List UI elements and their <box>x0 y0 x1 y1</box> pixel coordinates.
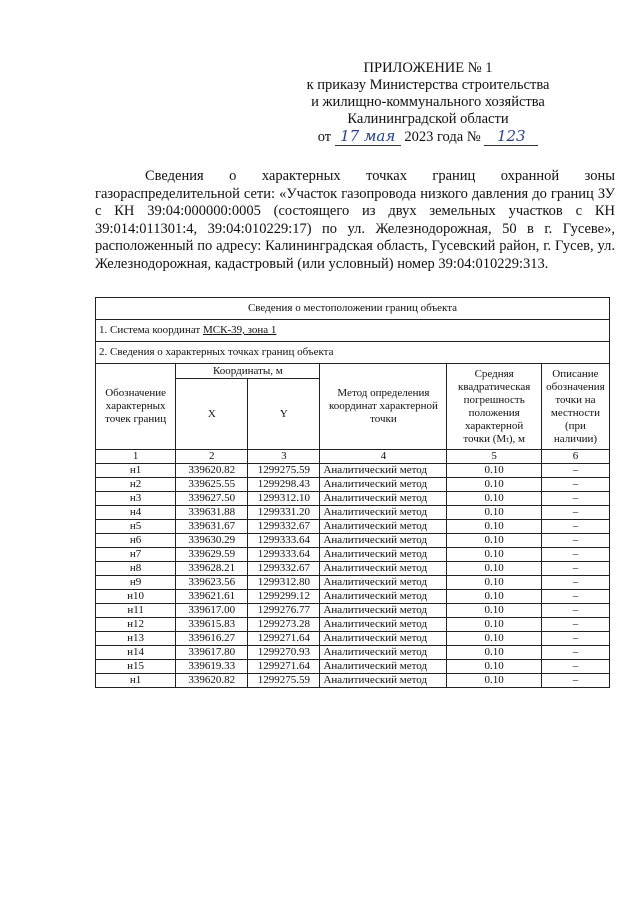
table-row <box>96 618 610 632</box>
description-cell: – <box>541 464 609 478</box>
column-number: 6 <box>541 450 609 464</box>
point-name-cell: н1 <box>96 464 176 478</box>
error-cell: 0.10 <box>447 674 541 688</box>
y-coordinate-cell: 1299275.59 <box>248 674 320 688</box>
error-cell: 0.10 <box>447 632 541 646</box>
table-body <box>96 464 610 688</box>
y-coordinate-cell: 1299271.64 <box>248 632 320 646</box>
description-cell: – <box>541 478 609 492</box>
method-cell: Аналитический метод <box>320 618 447 632</box>
method-cell: Аналитический метод <box>320 604 447 618</box>
description-cell: – <box>541 660 609 674</box>
x-coordinate-cell: 339615.83 <box>176 618 248 632</box>
x-coordinate-cell: 339620.82 <box>176 464 248 478</box>
error-cell: 0.10 <box>447 618 541 632</box>
method-cell: Аналитический метод <box>320 590 447 604</box>
description-cell: – <box>541 674 609 688</box>
error-cell: 0.10 <box>447 520 541 534</box>
method-cell: Аналитический метод <box>320 520 447 534</box>
description-cell: – <box>541 590 609 604</box>
method-cell: Аналитический метод <box>320 478 447 492</box>
error-cell: 0.10 <box>447 478 541 492</box>
description-cell: – <box>541 632 609 646</box>
method-cell: Аналитический метод <box>320 562 447 576</box>
method-cell: Аналитический метод <box>320 646 447 660</box>
point-name-cell: н10 <box>96 590 176 604</box>
coordinate-system-value: МСК-39, зона 1 <box>202 324 277 336</box>
table-row <box>96 506 610 520</box>
table-row <box>96 464 610 478</box>
x-coordinate-cell: 339629.59 <box>176 548 248 562</box>
point-name-cell: н2 <box>96 478 176 492</box>
point-name-cell: н6 <box>96 534 176 548</box>
y-coordinate-cell: 1299273.28 <box>248 618 320 632</box>
point-name-cell: н12 <box>96 618 176 632</box>
column-number: 3 <box>248 450 320 464</box>
error-cell: 0.10 <box>447 492 541 506</box>
point-name-cell: н8 <box>96 562 176 576</box>
y-coordinate-cell: 1299270.93 <box>248 646 320 660</box>
y-coordinate-cell: 1299312.10 <box>248 492 320 506</box>
point-name-cell: н3 <box>96 492 176 506</box>
points-section-row: 2. Сведения о характерных точках границ объекта <box>96 342 610 364</box>
intro-paragraph: Сведения о характерных точках границ охранной зоны газораспределительной сети: «Участок газопровода низкого давления до границ ЗУ с КН 39:04:000000:0005 (состоящего из двух земельных участков с КН 39:014:011301:4, 39:04:010229:17) по ул. Железнодорожная, 50 в г. Гусеве», расположенный по адресу: Калининградская область, Гусевский район, г. Гусев, ул. Железнодорожная, кадастровый (или условный) номер 39:04:010229:313. <box>95 168 615 272</box>
y-coordinate-cell: 1299331.20 <box>248 506 320 520</box>
x-coordinate-cell: 339616.27 <box>176 632 248 646</box>
description-cell: – <box>541 548 609 562</box>
x-coordinate-cell: 339617.00 <box>176 604 248 618</box>
y-coordinate-cell: 1299312.80 <box>248 576 320 590</box>
date-prefix: от <box>317 129 332 145</box>
order-line-2: и жилищно-коммунального хозяйства <box>311 94 545 110</box>
error-cell: 0.10 <box>447 576 541 590</box>
table-row <box>96 576 610 590</box>
table-row <box>96 520 610 534</box>
method-cell: Аналитический метод <box>320 674 447 688</box>
table-row <box>96 492 610 506</box>
point-name-cell: н4 <box>96 506 176 520</box>
error-cell: 0.10 <box>447 660 541 674</box>
table-row <box>96 562 610 576</box>
error-cell: 0.10 <box>447 534 541 548</box>
method-cell: Аналитический метод <box>320 632 447 646</box>
column-number: 1 <box>96 450 176 464</box>
table-row <box>96 632 610 646</box>
y-coordinate-cell: 1299299.12 <box>248 590 320 604</box>
table-row <box>96 548 610 562</box>
col-x-header: X <box>176 379 248 450</box>
column-number-row <box>96 450 610 464</box>
col-method-header: Метод определения координат характерной точки <box>320 364 447 450</box>
point-name-cell: н5 <box>96 520 176 534</box>
x-coordinate-cell: 339625.55 <box>176 478 248 492</box>
x-coordinate-cell: 339628.21 <box>176 562 248 576</box>
description-cell: – <box>541 520 609 534</box>
order-date-line <box>298 128 558 146</box>
x-coordinate-cell: 339620.82 <box>176 674 248 688</box>
method-cell: Аналитический метод <box>320 660 447 674</box>
y-coordinate-cell: 1299332.67 <box>248 562 320 576</box>
table-row <box>96 660 610 674</box>
point-name-cell: н11 <box>96 604 176 618</box>
x-coordinate-cell: 339631.88 <box>176 506 248 520</box>
x-coordinate-cell: 339621.61 <box>176 590 248 604</box>
error-cell: 0.10 <box>447 590 541 604</box>
table-row <box>96 590 610 604</box>
table-row <box>96 674 610 688</box>
x-coordinate-cell: 339630.29 <box>176 534 248 548</box>
coordinate-system-row <box>96 320 610 342</box>
method-cell: Аналитический метод <box>320 576 447 590</box>
appendix-title: ПРИЛОЖЕНИЕ № 1 <box>363 60 493 76</box>
description-cell: – <box>541 506 609 520</box>
description-cell: – <box>541 492 609 506</box>
error-cell: 0.10 <box>447 548 541 562</box>
table-title: Сведения о местоположении границ объекта <box>96 298 610 320</box>
point-name-cell: н9 <box>96 576 176 590</box>
handwritten-number: 123 <box>484 128 538 146</box>
col-desc-header: Описание обозначения точки на местности (при наличии) <box>541 364 609 450</box>
column-number: 2 <box>176 450 248 464</box>
order-line-3: Калининградской области <box>347 111 509 127</box>
method-cell: Аналитический метод <box>320 492 447 506</box>
table-row <box>96 646 610 660</box>
point-name-cell: н15 <box>96 660 176 674</box>
error-cell: 0.10 <box>447 562 541 576</box>
y-coordinate-cell: 1299333.64 <box>248 548 320 562</box>
point-name-cell: н13 <box>96 632 176 646</box>
point-name-cell: н1 <box>96 674 176 688</box>
description-cell: – <box>541 576 609 590</box>
table-row <box>96 478 610 492</box>
col-y-header: Y <box>248 379 320 450</box>
y-coordinate-cell: 1299333.64 <box>248 534 320 548</box>
handwritten-date: 17 мая <box>335 128 401 146</box>
description-cell: – <box>541 604 609 618</box>
x-coordinate-cell: 339627.50 <box>176 492 248 506</box>
coordinates-table <box>95 297 610 688</box>
col-coords-header: Координаты, м <box>176 364 320 379</box>
point-name-cell: н14 <box>96 646 176 660</box>
table-row <box>96 534 610 548</box>
error-cell: 0.10 <box>447 506 541 520</box>
date-suffix: 2023 года № <box>404 129 481 145</box>
col-point-header: Обозначение характерных точек границ <box>96 364 176 450</box>
description-cell: – <box>541 562 609 576</box>
description-cell: – <box>541 534 609 548</box>
y-coordinate-cell: 1299298.43 <box>248 478 320 492</box>
description-cell: – <box>541 646 609 660</box>
x-coordinate-cell: 339631.67 <box>176 520 248 534</box>
order-line-1: к приказу Министерства строительства <box>306 77 550 93</box>
description-cell: – <box>541 618 609 632</box>
error-cell: 0.10 <box>447 604 541 618</box>
method-cell: Аналитический метод <box>320 506 447 520</box>
x-coordinate-cell: 339619.33 <box>176 660 248 674</box>
y-coordinate-cell: 1299332.67 <box>248 520 320 534</box>
y-coordinate-cell: 1299271.64 <box>248 660 320 674</box>
table-row <box>96 604 610 618</box>
coordinate-system-label: 1. Система координат <box>99 324 203 336</box>
error-cell: 0.10 <box>447 464 541 478</box>
point-name-cell: н7 <box>96 548 176 562</box>
appendix-header <box>298 60 558 146</box>
y-coordinate-cell: 1299275.59 <box>248 464 320 478</box>
col-error-header: Средняя квадратическая погрешность положения характерной точки (Mₜ), м <box>447 364 541 450</box>
method-cell: Аналитический метод <box>320 464 447 478</box>
x-coordinate-cell: 339617.80 <box>176 646 248 660</box>
error-cell: 0.10 <box>447 646 541 660</box>
method-cell: Аналитический метод <box>320 548 447 562</box>
x-coordinate-cell: 339623.56 <box>176 576 248 590</box>
method-cell: Аналитический метод <box>320 534 447 548</box>
column-number: 4 <box>320 450 447 464</box>
column-number: 5 <box>447 450 541 464</box>
y-coordinate-cell: 1299276.77 <box>248 604 320 618</box>
